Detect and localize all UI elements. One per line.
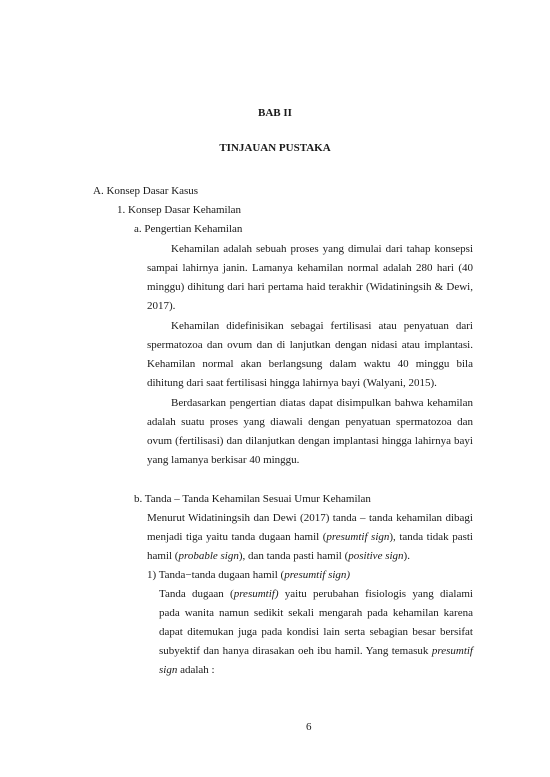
para5-line4: subyektif dan hanya dirasakan oeh ibu hamil. Yang temasuk presumtif — [159, 645, 473, 657]
subsection-heading-a: a. Pengertian Kehamilan — [134, 223, 243, 235]
list-item-1-heading: 1) Tanda−tanda dugaan hamil (presumtif sign) — [147, 569, 351, 581]
page-number: 6 — [306, 721, 312, 733]
italic-term: presumtif) — [233, 588, 279, 600]
para3-line2: adalah suatu proses yang diawali dengan penyatuan spermatozoa dan — [147, 416, 473, 428]
para1-line4: 2017). — [147, 300, 176, 312]
subsection-heading-1: 1. Konsep Dasar Kehamilan — [117, 204, 242, 216]
italic-term: presumtif sign — [326, 531, 390, 543]
para3-line4: yang lamanya berkisar 40 minggu. — [147, 454, 300, 466]
italic-term: probable sign — [178, 550, 239, 562]
para5-line2: pada wanita namun sedikit sekali mengarah pada kehamilan karena — [159, 607, 473, 619]
subsection-heading-b: b. Tanda – Tanda Kehamilan Sesuai Umur Kehamilan — [134, 493, 371, 505]
para1-line3: minggu) dihitung dari hari pertama haid terakhir (Widatiningsih & Dewi, — [147, 281, 473, 293]
section-heading-a: A. Konsep Dasar Kasus — [93, 185, 199, 197]
italic-term: presumtif — [431, 645, 473, 657]
para3-line3: ovum (fertilisasi) dan dilanjutkan dengan implantasi hingga lahirnya bayi — [147, 435, 473, 447]
para2-line2: spermatozoa dan ovum dan di lanjutkan dengan nidasi atau implantasi. — [147, 339, 473, 351]
chapter-number: BAB II — [258, 107, 292, 119]
italic-term: positive sign — [348, 550, 404, 562]
para4-line1: Menurut Widatiningsih dan Dewi (2017) tanda – tanda kehamilan dibagi — [147, 512, 473, 524]
para2-line4: dihitung dari saat fertilisasi hingga lahirnya bayi (Walyani, 2015). — [147, 377, 437, 389]
chapter-title: TINJAUAN PUSTAKA — [219, 142, 331, 154]
para1-line2: sampai lahirnya janin. Lamanya kehamilan normal adalah 280 hari (40 — [147, 262, 473, 274]
para5-line5: sign adalah : — [159, 664, 215, 676]
italic-term: sign — [159, 664, 178, 676]
para1-line1: Kehamilan adalah sebuah proses yang dimulai dari tahap konsepsi — [171, 243, 473, 255]
para2-line1: Kehamilan didefinisikan sebagai fertilisasi atau penyatuan dari — [171, 320, 473, 332]
para4-line2: menjadi tiga yaitu tanda dugaan hamil (presumtif sign), tanda tidak pasti — [147, 531, 473, 543]
para5-line3: dapat ditemukan juga pada kondisi lain serta sebagian besar bersifat — [159, 626, 473, 638]
para4-line3: hamil (probable sign), dan tanda pasti hamil (positive sign). — [147, 550, 410, 562]
para2-line3: Kehamilan normal akan berlangsung dalam waktu 40 minggu bila — [147, 358, 473, 370]
para5-line1: Tanda dugaan (presumtif) yaitu perubahan fisiologis yang dialami — [159, 588, 473, 600]
para3-line1: Berdasarkan pengertian diatas dapat disimpulkan bahwa kehamilan — [171, 397, 473, 409]
